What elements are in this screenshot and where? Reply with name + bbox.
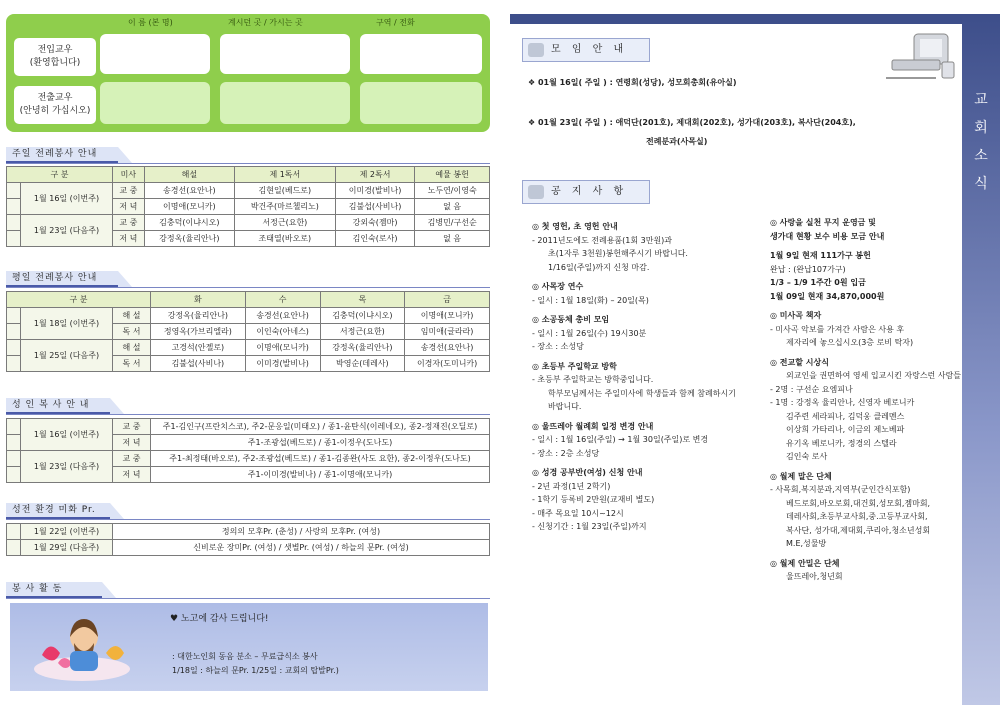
- notice-line: - 일시 : 1월 18일(화) – 20일(목): [532, 295, 649, 305]
- notice-line: 완납 : (완납107가구): [770, 264, 846, 274]
- table-cell: 주1-최정태(바오로), 주2-조광섭(베드로) / 종1-김종완(사도 요한), 종2-이정우(도나도): [151, 451, 490, 467]
- table-cell: 교 중: [113, 451, 151, 467]
- table-cell: 이인숙(아네스): [245, 324, 320, 340]
- notice-line: - 장소 : 2층 소성당: [532, 448, 600, 458]
- notice-heading: ◎ 사랑을 실천 무지 운영금 및: [770, 218, 876, 227]
- reg-label-in-line1: 전입교우: [37, 45, 73, 55]
- top-bar: [510, 14, 980, 24]
- volunteer-title: 봉 사 활 동: [6, 582, 102, 598]
- table-cell: 강외숙(젬마): [335, 215, 415, 231]
- notice-line: 김인숙 로사: [786, 452, 828, 461]
- notice-title: [522, 180, 650, 204]
- notice-line: 초(1자루 3천원)봉헌해주시기 바랍니다.: [548, 249, 688, 258]
- reg-label-in-line2: (환영합니다): [29, 58, 81, 68]
- notice-line: 1/16일(주일)까지 신청 마감.: [548, 262, 650, 272]
- table-cell: 김불섭(사비나): [151, 356, 246, 372]
- right-page: [510, 0, 1000, 705]
- table-cell: 이명애(모니카): [144, 199, 234, 215]
- sunday-service-title: 주일 전례봉사 안내: [6, 147, 118, 163]
- volunteer-banner: [10, 603, 488, 691]
- notice-heading: ◎ 소공동체 총비 모임: [532, 315, 610, 324]
- col-header: 금: [405, 292, 490, 308]
- notice-heading: ◎ 사목장 연수: [532, 282, 584, 291]
- reg-header-name: 이 름 (본 명): [128, 18, 173, 27]
- table-cell: 주1-김인구(프란치스코), 주2-문응일(미태오) / 종1-윤탄식(이레네오), 종2-정재진(오딜로): [151, 419, 490, 435]
- volunteer-illustration: [32, 615, 132, 681]
- table-cell: 저 녁: [113, 467, 151, 483]
- beautify-title: 성전 환경 미화 Pr.: [6, 503, 110, 519]
- side-title-char: 교: [974, 92, 988, 108]
- side-title-char: 회: [974, 120, 988, 136]
- table-cell: 독 서: [113, 356, 151, 372]
- group-label: 1월 23일 (다음주): [21, 215, 113, 247]
- table-cell: 서정근(요한): [320, 324, 405, 340]
- table-cell: 저 녁: [113, 231, 145, 247]
- table-cell: 임미애(글라라): [405, 324, 490, 340]
- reg-header-place: 계시던 곳 / 가시는 곳: [228, 18, 303, 27]
- table-cell: 송경선(요안나): [405, 340, 490, 356]
- altar-service-table: [6, 418, 490, 483]
- notice-line: - 매주 목요일 10시~12시: [532, 508, 624, 518]
- table-cell: 이미경(발비나): [245, 356, 320, 372]
- table-cell: 이명애(모니카): [405, 308, 490, 324]
- table-cell: 주1-이미경(발비나) / 종1-이명애(모니카): [151, 467, 490, 483]
- notice-line: - 2011년도에도 전례용품(1회 3만원)과: [532, 235, 673, 245]
- table-cell: 박건주(마르첼리노): [234, 199, 335, 215]
- table-cell: 김충덕(이냐시오): [144, 215, 234, 231]
- table-cell: 강정옥(율리안나): [320, 340, 405, 356]
- col-header: 미사: [113, 167, 145, 183]
- table-cell: 김불섭(사비나): [335, 199, 415, 215]
- side-title-char: 소: [974, 148, 988, 164]
- table-cell: 없 음: [415, 231, 490, 247]
- reg-out-name-field[interactable]: [100, 82, 210, 124]
- notice-line: 외교인을 권면하여 영세 입교시킨 자랑스런 사람들: [786, 371, 962, 380]
- reg-out-place-field[interactable]: [220, 82, 350, 124]
- group-label: 1월 16일 (이번주): [21, 419, 113, 451]
- meeting-title-text: 모 임 안 내: [551, 44, 628, 55]
- notice-heading: 생가대 현황 보수 비용 모금 안내: [770, 231, 885, 241]
- weekday-service-title: 평일 전례봉사 안내: [6, 271, 118, 287]
- reg-label-in: [14, 38, 96, 76]
- table-cell: 주1-조광섭(베드로) / 종1-이정우(도나도): [151, 435, 490, 451]
- notice-line: 김주련 세라피나, 김덕웅 클레멘스: [786, 411, 905, 421]
- notice-line: - 장소 : 소성당: [532, 342, 584, 351]
- reg-in-place-field[interactable]: [220, 34, 350, 74]
- table-cell: 저 녁: [113, 199, 145, 215]
- group-label: 1월 18일 (이번주): [21, 308, 113, 340]
- group-label: 1월 16일 (이번주): [21, 183, 113, 215]
- volunteer-line2: 1/18일 : 하늘의 문Pr. 1/25일 : 교회의 탑발Pr.): [172, 666, 339, 675]
- table-cell: 1월 22일 (이번주): [21, 524, 113, 540]
- sunday-service-table: [6, 166, 490, 247]
- notice-column-right: [770, 216, 961, 584]
- meeting-line: 전례분과(사목실): [646, 137, 708, 146]
- volunteer-line1: : 대한노인회 동음 분소 – 무료급식소 봉사: [172, 652, 318, 661]
- group-label: 1월 25일 (다음주): [21, 340, 113, 372]
- table-cell: 김병민/구선순: [415, 215, 490, 231]
- notice-heading: ◎ 월제 안밀은 단체: [770, 558, 840, 568]
- table-cell: 이명애(모니카): [245, 340, 320, 356]
- notice-line: - 미사곡 악보를 가져간 사람은 사용 후: [770, 324, 905, 334]
- notice-heading: 1/3 – 1/9 1주간 0원 입금: [770, 278, 866, 287]
- notice-heading: ◎ 초등부 주일학교 방학: [532, 361, 617, 371]
- notice-line: 제자리에 놓으십시오(3층 로비 탁자): [786, 338, 914, 347]
- table-cell: 교 중: [113, 215, 145, 231]
- table-cell: 정영옥(가브리엘라): [151, 324, 246, 340]
- reg-label-out-line2: (안녕히 가십시오): [19, 106, 91, 116]
- col-header: 구 분: [7, 292, 151, 308]
- beautify-table: [6, 523, 490, 556]
- notice-heading: ◎ 성경 공부반(여성) 신청 안내: [532, 468, 643, 477]
- notice-heading: ◎ 미사곡 책자: [770, 311, 822, 320]
- meeting-icon: [528, 43, 544, 57]
- notice-line: 바랍니다.: [548, 402, 582, 411]
- notice-line: - 1학기 등록비 2만원(교재비 별도): [532, 495, 655, 504]
- side-title-char: 식: [974, 176, 988, 192]
- table-cell: 교 중: [113, 183, 145, 199]
- table-cell: 신비로운 장미Pr. (여성) / 샛별Pr. (여성) / 하늘의 문Pr. (여성): [113, 540, 490, 556]
- table-cell: 서정근(요한): [234, 215, 335, 231]
- altar-service-title: 성 인 복 사 안 내: [6, 398, 110, 414]
- table-cell: 해 설: [113, 340, 151, 356]
- table-cell: 1월 29일 (다음주): [21, 540, 113, 556]
- notice-line: - 일시 : 1월 16일(주일) → 1월 30일(주일)로 변경: [532, 435, 709, 444]
- table-cell: 송경선(요안나): [245, 308, 320, 324]
- table-cell: 저 녁: [113, 435, 151, 451]
- col-header: 제 1독서: [234, 167, 335, 183]
- notice-heading: ◎ 전교할 시상식: [770, 357, 829, 367]
- table-cell: 이경자(도미니카): [405, 356, 490, 372]
- weekday-service-table: [6, 291, 490, 372]
- group-label: 1월 23일 (다음주): [21, 451, 113, 483]
- reg-label-out: [14, 86, 96, 124]
- notice-line: 학부모님께서는 주일미사에 학생들과 함께 참례하시기: [548, 388, 736, 398]
- table-cell: 김인숙(로사): [335, 231, 415, 247]
- notice-heading: ◎ 울뜨레아 월례회 일정 변경 안내: [532, 421, 654, 431]
- notice-line: - 일시 : 1월 26일(수) 19시30분: [532, 328, 647, 338]
- notice-line: 데레사회,초등부교사회,중.고등부교사회,: [786, 512, 928, 521]
- meeting-line: ❖ 01월 16일( 주일 ) : 연령회(성당), 성모회총회(유아실): [528, 78, 737, 87]
- table-cell: 강정옥(율리안나): [144, 231, 234, 247]
- col-header: 목: [320, 292, 405, 308]
- table-cell: 정의의 모후Pr. (춘성) / 사랑의 모후Pr. (여성): [113, 524, 490, 540]
- notice-line: - 2명 : 구선순 요엠피나: [770, 384, 853, 394]
- notice-line: - 사목회,복지분과,지역부(군인간식포함): [770, 485, 911, 494]
- col-header: 예물 봉헌: [415, 167, 490, 183]
- col-header: 구 분: [7, 167, 113, 183]
- notice-icon: [528, 185, 544, 199]
- notice-line: 베드로회,바오로회,대건회,성모회,젬마회,: [786, 498, 931, 508]
- notice-line: 울뜨레아,청년회: [786, 572, 843, 581]
- notice-line: 유기옥 베로니카, 정경의 스텔라: [786, 438, 897, 448]
- notice-line: - 초등부 주일학교는 방학중입니다.: [532, 375, 654, 384]
- notice-title-text: 공 지 사 항: [551, 186, 628, 197]
- table-cell: 교 중: [113, 419, 151, 435]
- volunteer-banner-title: ♥ 노고에 감사 드립니다!: [170, 614, 269, 624]
- reg-out-area-field[interactable]: [360, 82, 482, 124]
- reg-in-area-field[interactable]: [360, 34, 482, 74]
- table-cell: 노두연/이영숙: [415, 183, 490, 199]
- notice-heading: 1월 09일 현재 34,870,000원: [770, 291, 885, 301]
- reg-header-area: 구역 / 전화: [376, 18, 415, 27]
- side-title: [962, 86, 1000, 198]
- notice-column-left: [532, 220, 736, 534]
- table-cell: 독 서: [113, 324, 151, 340]
- meeting-title: [522, 38, 650, 62]
- table-cell: 김충덕(이냐시오): [320, 308, 405, 324]
- reg-label-out-line1: 전출교우: [37, 93, 73, 103]
- table-cell: 박영순(데레사): [320, 356, 405, 372]
- notice-line: - 1명 : 강정옥 율리안나, 신영자 베로니카: [770, 398, 915, 407]
- table-cell: 이미경(발비나): [335, 183, 415, 199]
- table-cell: 해 설: [113, 308, 151, 324]
- reg-in-name-field[interactable]: [100, 34, 210, 74]
- notice-line: - 2년 과정(1년 2학기): [532, 481, 611, 491]
- notice-line: M.E,성물방: [786, 539, 827, 548]
- notice-heading: 1월 9일 현재 111가구 봉헌: [770, 251, 871, 260]
- col-header: 화: [151, 292, 246, 308]
- table-cell: 조태열(바오로): [234, 231, 335, 247]
- table-cell: 고경석(안젤로): [151, 340, 246, 356]
- meeting-line: ❖ 01월 23일( 주일 ) : 애덕단(201호), 제대회(202호), 성가대(203호), 복사단(204호),: [528, 118, 856, 127]
- notice-heading: ◎ 월제 말은 단체: [770, 471, 832, 481]
- registration-box: [6, 14, 490, 132]
- notice-line: 이상희 가타리나, 이금의 제노베파: [786, 425, 905, 434]
- notice-line: - 신청기간 : 1월 23일(주일)까지: [532, 522, 647, 531]
- table-cell: 강정옥(율리안나): [151, 308, 246, 324]
- table-cell: 송경선(요안나): [144, 183, 234, 199]
- table-cell: 없 음: [415, 199, 490, 215]
- col-header: 제 2독서: [335, 167, 415, 183]
- notice-line: 복사단, 성가대,제대회,쿠리아,청소년성회: [786, 525, 931, 535]
- computer-icon: [882, 30, 960, 82]
- col-header: 해설: [144, 167, 234, 183]
- col-header: 수: [245, 292, 320, 308]
- table-cell: 김현일(베드로): [234, 183, 335, 199]
- notice-heading: ◎ 첫 영헌, 초 영헌 안내: [532, 222, 618, 231]
